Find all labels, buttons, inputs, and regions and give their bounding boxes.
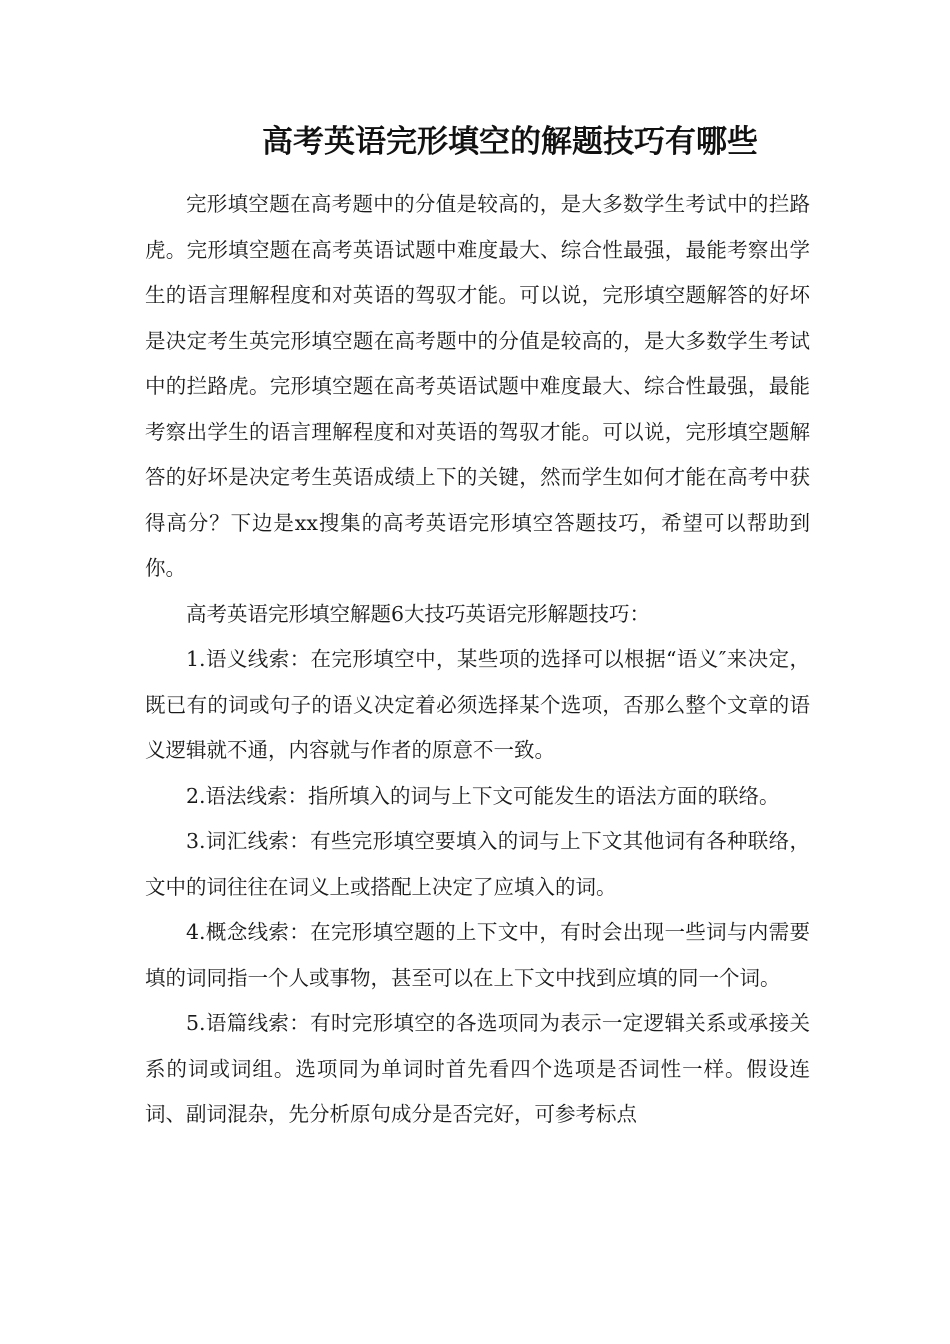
paragraph-tip-2: 2.语法线索：指所填入的词与上下文可能发生的语法方面的联络。 [186,783,780,808]
paragraph-tip-3: 3.词汇线索：有些完形填空要填入的词与上下文其他词有各种联络，文中的词往往在词义上或搭配上决定了应填入的词。 [145,829,810,899]
paragraph-techniques-heading: 高考英语完形填空解题6大技巧英语完形解题技巧： [186,601,651,626]
document-title: 高考英语完形填空的解题技巧有哪些 [262,124,758,160]
paragraph-intro: 完形填空题在高考题中的分值是较高的，是大多数学生考试中的拦路虎。完形填空题在高考英语试题中难度最大、综合性最强，最能考察出学生的语言理解程度和对英语的驾驭才能。可以说，完形填空题解答的好坏是决定考生英完形填空题在高考题中的分值是较高的，是大多数学生考试中的拦路虎。完形填空题在高考英语试题中难度最大、综合性最强，最能考察出学生的语言理解程度和对英语的驾驭才能。可以说，完形填空题解答的好坏是决定考生英语成绩上下的关键，然而学生如何才能在高考中获得高分？下边是xx搜集的高考英语完形填空答题技巧，希望可以帮助到你。 [145,192,810,580]
paragraph-tip-4: 4.概念线索：在完形填空题的上下文中，有时会出现一些词与内需要填的词同指一个人或事物，甚至可以在上下文中找到应填的同一个词。 [145,920,810,990]
paragraph-tip-5: 5.语篇线索：有时完形填空的各选项同为表示一定逻辑关系或承接关系的词或词组。选项同为单词时首先看四个选项是否词性一样。假设连词、副词混杂，先分析原句成分是否完好，可参考标点 [145,1011,810,1126]
paragraph-tip-1: 1.语义线索：在完形填空中，某些项的选择可以根据“语义″来决定，既已有的词或句子的语义决定着必须选择某个选项，否那么整个文章的语义逻辑就不通，内容就与作者的原意不一致。 [145,647,810,762]
document-body [145,182,810,1138]
